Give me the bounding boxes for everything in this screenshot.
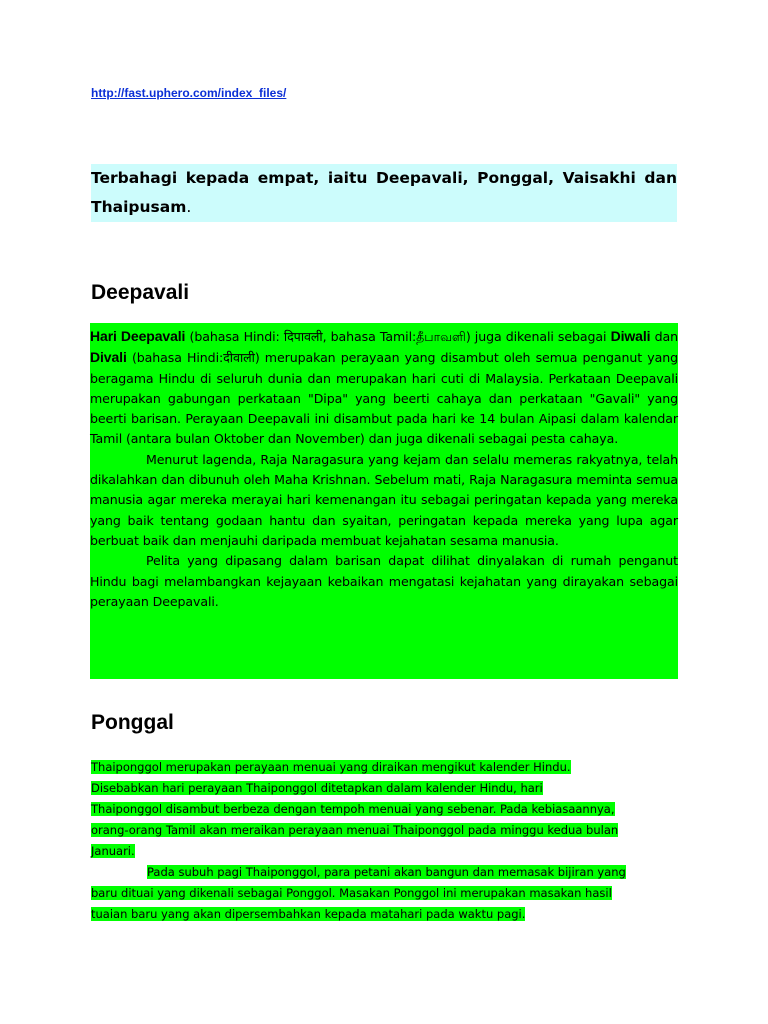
ponggal-line-text: Thaiponggol merupakan perayaan menuai yang diraikan mengikut kalender Hindu. <box>91 760 571 774</box>
deepavali-p1-text-b: dan <box>650 329 679 344</box>
term-hari-deepavali: Hari Deepavali <box>90 328 186 344</box>
term-divali: Divali <box>90 349 127 366</box>
deepavali-section <box>90 323 678 679</box>
deepavali-p1-text-c: (bahasa Hindi:दीवाली) merupakan perayaan yang disambut oleh semua penganut yang beragama Hindu di seluruh dunia dan merupakan hari cuti di Malaysia. Perkataan Deepavali merupakan gabungan perkataan "Dipa" yang beerti cahaya dan perkataan "Gavali" yang beerti barisan. Perayaan Deepavali ini disambut pada hari ke 14 bulan Aipasi dalam kalendar Tamil (antara bulan Oktober dan November) dan juga dikenali sebagai pesta cahaya. <box>90 350 678 447</box>
ponggal-line-text: orang-orang Tamil akan meraikan perayaan menuai Thaiponggol pada minggu kedua bulan <box>91 823 619 837</box>
term-diwali: Diwali <box>610 328 651 344</box>
ponggal-line <box>91 757 681 778</box>
ponggal-line <box>91 820 681 841</box>
ponggal-section <box>91 757 681 925</box>
ponggal-line-text: Disebabkan hari perayaan Thaiponggol ditetapkan dalam kalender Hindu, hari <box>91 781 543 795</box>
ponggal-line-text: Januari. <box>91 844 135 858</box>
ponggal-line <box>91 799 681 820</box>
intro-period: . <box>186 198 192 216</box>
ponggal-line <box>91 883 681 904</box>
ponggal-line <box>91 904 681 925</box>
ponggal-line-text: baru dituai yang dikenali sebagai Ponggol. Masakan Ponggol ini merupakan masakan hasil <box>91 886 612 900</box>
intro-text: Terbahagi kepada empat, iaitu Deepavali, Ponggal, Vaisakhi dan Thaipusam <box>91 169 677 216</box>
heading-ponggal: Ponggal <box>91 711 174 734</box>
ponggal-line <box>91 778 681 799</box>
ponggal-line-text: Pada subuh pagi Thaiponggol, para petani akan bangun dan memasak bijiran yang <box>147 865 626 879</box>
source-link[interactable]: http://fast.uphero.com/index_files/ <box>91 86 287 100</box>
intro-paragraph <box>91 164 677 222</box>
deepavali-paragraph-1 <box>90 326 678 450</box>
deepavali-p1-text-a: (bahasa Hindi: दिपावली, bahasa Tamil:தீபாவளி) juga dikenali sebagai <box>185 329 611 344</box>
ponggal-line <box>91 862 681 883</box>
ponggal-line-text: Thaiponggol disambut berbeza dengan tempoh menuai yang sebenar. Pada kebiasaannya, <box>91 802 615 816</box>
heading-deepavali: Deepavali <box>91 281 190 304</box>
ponggal-line-text: tuaian baru yang akan dipersembahkan kepada matahari pada waktu pagi. <box>91 907 526 921</box>
deepavali-paragraph-2: Menurut lagenda, Raja Naragasura yang kejam dan selalu memeras rakyatnya, telah dikalahkan dan dibunuh oleh Maha Krishnan. Sebelum mati, Raja Naragasura meminta semua manusia agar mereka merayai hari kemenangan itu sebagai peringatan kepada yang mereka yang baik tentang godaan hantu dan syaitan, peringatan kepada mereka yang lupa agar berbuat baik dan menjauhi daripada membuat kejahatan sesama manusia. <box>90 451 678 548</box>
deepavali-paragraph-3: Pelita yang dipasang dalam barisan dapat dilihat dinyalakan di rumah penganut Hindu bagi melambangkan kejayaan kebaikan mengatasi kejahatan yang dirayakan sebagai perayaan Deepavali. <box>90 553 678 609</box>
ponggal-line <box>91 841 681 862</box>
